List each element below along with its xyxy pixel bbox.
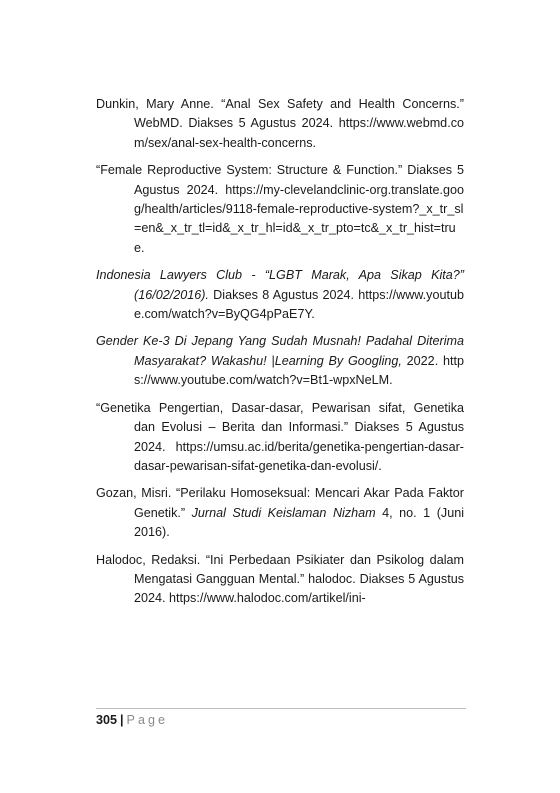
reference-url[interactable]: https://www.youtube.com/watch?v=Bt1-wpxNeLM. (134, 353, 464, 388)
reference-title: Indonesia Lawyers Club - “LGBT Marak, Apa Sikap Kita?” (16/02/2016). (96, 268, 464, 302)
page-label: Page (126, 713, 168, 727)
reference-text: Halodoc, Redaksi. “Ini Perbedaan Psikiater dan Psikolog dalam Mengatasi Gangguan Mental.” halodoc. Diakses 5 Agustus 2024. (96, 552, 464, 606)
footer-divider (96, 708, 466, 709)
reference-journal: Jurnal Studi Keislaman Nizham (191, 505, 376, 520)
reference-entry-genetika (96, 399, 464, 477)
bibliography (96, 95, 464, 617)
reference-url[interactable]: https://www.halodoc.com/artikel/ini- (169, 591, 366, 606)
reference-entry-ilc (96, 266, 464, 324)
reference-text: Dunkin, Mary Anne. “Anal Sex Safety and Health Concerns.” WebMD. Diakses 5 Agustus 2024. (96, 97, 464, 131)
reference-text: “Female Reproductive System: Structure & Function.” Diakses 5 Agustus 2024. (96, 163, 464, 197)
reference-url[interactable]: https://www.youtube.com/watch?v=ByQG4pPaE7Y. (134, 287, 464, 322)
reference-url[interactable]: https://www.webmd.com/sex/anal-sex-health-concerns. (134, 116, 464, 150)
reference-text: 2022. (401, 353, 443, 368)
reference-text-tail: 4, no. 1 (Juni 2016). (134, 505, 464, 540)
reference-text: Diakses 8 Agustus 2024. (208, 287, 359, 302)
reference-entry-female-reproductive (96, 161, 464, 258)
reference-entry-dunkin (96, 95, 464, 153)
footer-separator: | (120, 713, 124, 727)
reference-title: Gender Ke-3 Di Jepang Yang Sudah Musnah! Padahal Diterima Masyarakat? Wakashu! |Learning By Googling, (96, 334, 464, 368)
reference-url[interactable]: https://my-clevelandclinic-org.translate.goog/health/articles/9118-female-reproductive-system?_x_tr_sl=en&_x_tr_tl=id&_x_tr_hl=id&_x_tr_pto=tc&_x_tr_hist=true. (134, 182, 464, 255)
reference-entry-gozan (96, 484, 464, 542)
reference-entry-halodoc (96, 551, 464, 609)
page-footer (96, 711, 168, 729)
reference-url[interactable]: https://umsu.ac.id/berita/genetika-pengertian-dasar-dasar-pewarisan-sifat-genetika-dan-evolusi/. (134, 439, 464, 473)
reference-entry-gender-ke-3 (96, 332, 464, 390)
reference-text: “Genetika Pengertian, Dasar-dasar, Pewarisan sifat, Genetika dan Evolusi – Berita dan Informasi.” Diakses 5 Agustus 2024. (96, 400, 464, 454)
page-number: 305 (96, 713, 118, 727)
reference-text: Gozan, Misri. “Perilaku Homoseksual: Mencari Akar Pada Faktor Genetik.” (96, 486, 464, 520)
